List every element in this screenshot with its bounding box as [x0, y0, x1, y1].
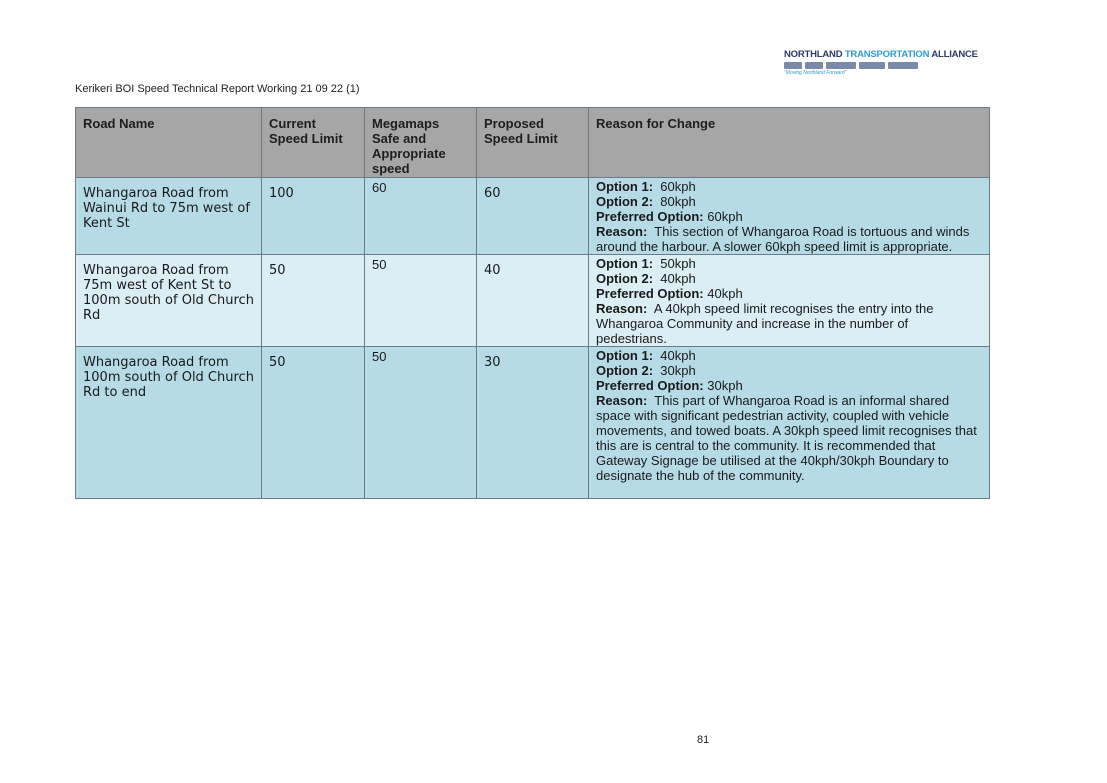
proposed-speed-cell: 40 [477, 255, 589, 347]
table-header-row [76, 108, 990, 178]
table-row [76, 178, 990, 255]
header-current-speed-limit: Current Speed Limit [262, 108, 365, 178]
partner-logos [784, 62, 954, 69]
reason-cell: Option 1: 40kph Option 2: 30kph Preferred Option: 30kph Reason: This part of Whangaroa Road is an informal shared space with significant pedestrian activity, coupled with vehicle movements, and towed boats. A 30kph speed limit recognises that this are is central to the community. It is recommended that Gateway Signage be utilised at the 40kph/30kph Boundary to designate the hub of the community. [589, 347, 990, 499]
far-north-council-logo-icon [784, 62, 802, 69]
current-speed-cell: 50 [262, 255, 365, 347]
reason-cell: Option 1: 50kph Option 2: 40kph Preferred Option: 40kph Reason: A 40kph speed limit recognises the entry into the Whangaroa Community and increase in the number of pedestrians. [589, 255, 990, 347]
current-speed-cell: 100 [262, 178, 365, 255]
proposed-speed-cell: 30 [477, 347, 589, 499]
table-row [76, 347, 990, 499]
header-megamaps-speed: Megamaps Safe and Appropriate speed [365, 108, 477, 178]
reason-cell: Option 1: 60kph Option 2: 80kph Preferred Option: 60kph Reason: This section of Whangaroa Road is tortuous and winds around the harbour. A slower 60kph speed limit is appropriate. [589, 178, 990, 255]
current-speed-cell: 50 [262, 347, 365, 499]
northland-regional-council-logo-icon [859, 62, 885, 69]
header-proposed-speed-limit: Proposed Speed Limit [477, 108, 589, 178]
northland-transportation-alliance-logo [784, 49, 978, 83]
logo-slogan: "Moving Northland Forward" [784, 70, 847, 76]
waka-kotahi-logo-icon [888, 62, 918, 69]
road-name-cell: Whangaroa Road from Wainui Rd to 75m west of Kent St [76, 178, 262, 255]
road-name-cell: Whangaroa Road from 75m west of Kent St to 100m south of Old Church Rd [76, 255, 262, 347]
table-row [76, 255, 990, 347]
speed-limit-table [75, 107, 990, 499]
megamaps-speed-cell: 60 [365, 178, 477, 255]
page-number: 81 [697, 734, 710, 746]
kaipara-council-logo-icon [805, 62, 823, 69]
megamaps-speed-cell: 50 [365, 347, 477, 499]
header-reason-for-change: Reason for Change [589, 108, 990, 178]
road-name-cell: Whangaroa Road from 100m south of Old Church Rd to end [76, 347, 262, 499]
megamaps-speed-cell: 50 [365, 255, 477, 347]
logo-title: NORTHLAND TRANSPORTATION ALLIANCE [784, 49, 978, 60]
report-title: Kerikeri BOI Speed Technical Report Working 21 09 22 (1) [75, 83, 360, 95]
header-road-name: Road Name [76, 108, 262, 178]
proposed-speed-cell: 60 [477, 178, 589, 255]
whangarei-council-logo-icon [826, 62, 856, 69]
